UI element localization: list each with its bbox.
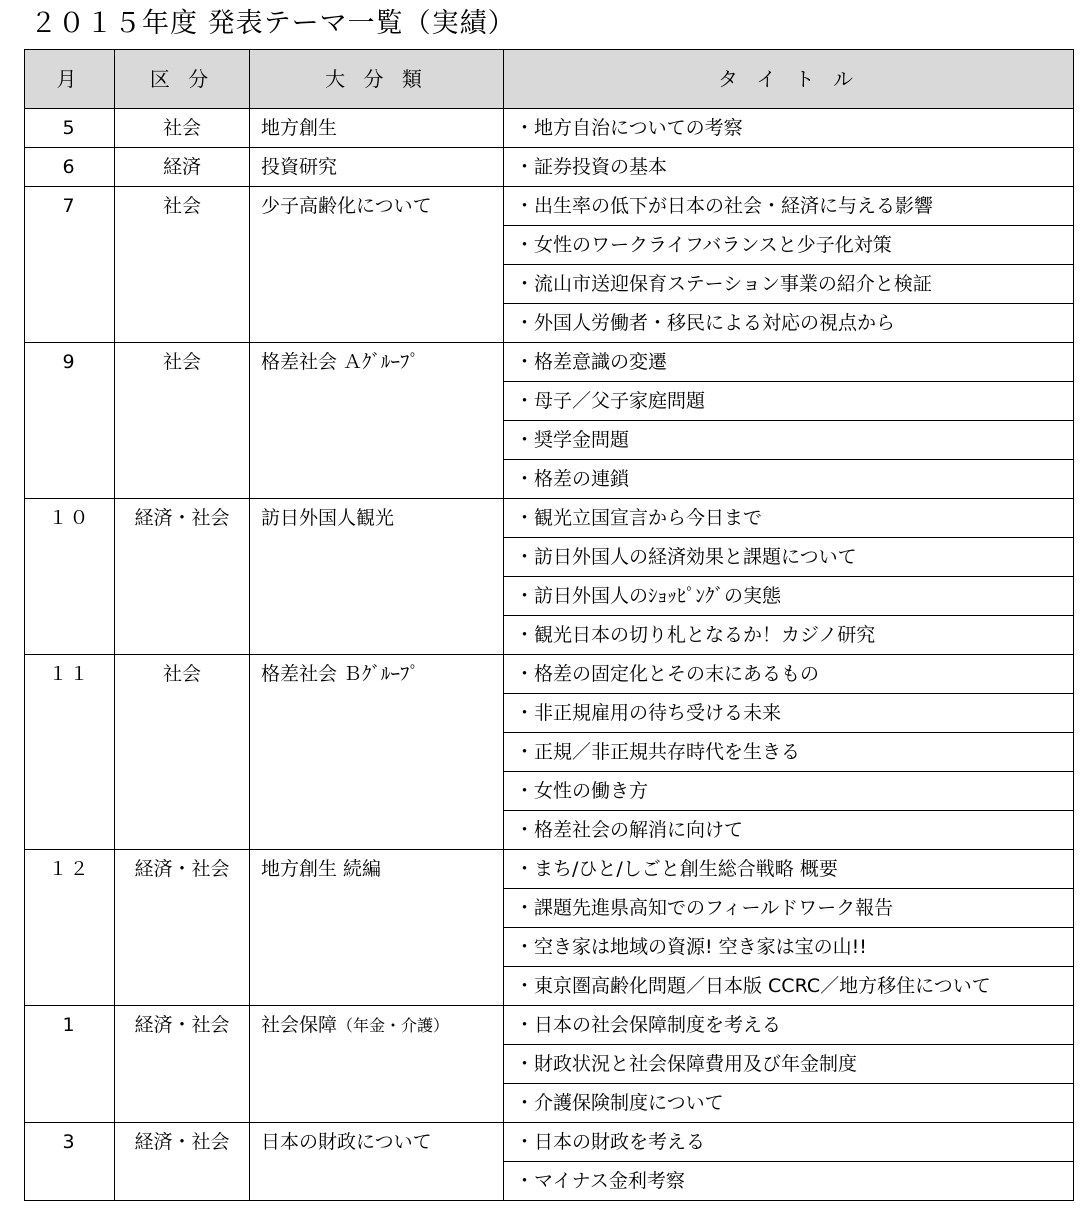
major-category-label: 投資研究: [261, 156, 338, 178]
category-cell: 社会: [115, 343, 250, 499]
title-cell: ・格差の連鎖: [504, 460, 1074, 499]
table-row: [25, 499, 1074, 538]
major-category-label: 訪日外国人観光: [261, 507, 395, 529]
category-cell: 社会: [115, 187, 250, 343]
month-cell: 6: [25, 148, 115, 187]
title-cell: ・マイナス金利考察: [504, 1162, 1074, 1201]
table-row: [25, 1123, 1074, 1162]
major-category-cell: [250, 1006, 504, 1123]
category-cell: 経済・社会: [115, 1123, 250, 1201]
category-cell: 社会: [115, 109, 250, 148]
table-body: [25, 109, 1074, 1201]
title-cell: ・介護保険制度について: [504, 1084, 1074, 1123]
major-category-label: 少子高齢化について: [261, 195, 432, 217]
major-category-label: 地方創生: [261, 117, 338, 139]
title-cell: ・訪日外国人のｼｮｯﾋﾟﾝｸﾞの実態: [504, 577, 1074, 616]
header-major-category: 大 分 類: [250, 50, 504, 109]
title-cell: ・非正規雇用の待ち受ける未来: [504, 694, 1074, 733]
major-category-cell: [250, 109, 504, 148]
title-cell: ・まち/ひと/しごと創生総合戦略 概要: [504, 850, 1074, 889]
category-cell: 経済: [115, 148, 250, 187]
title-cell: ・空き家は地域の資源! 空き家は宝の山!!: [504, 928, 1074, 967]
category-cell: 経済・社会: [115, 850, 250, 1006]
month-cell: 7: [25, 187, 115, 343]
major-category-label: 格差社会 Ｂｸﾞﾙｰﾌﾟ: [261, 663, 420, 685]
header-month: 月: [25, 50, 115, 109]
title-cell: ・格差の固定化とその末にあるもの: [504, 655, 1074, 694]
title-cell: ・女性のワークライフバランスと少子化対策: [504, 226, 1074, 265]
table-header-row: [25, 50, 1074, 109]
title-cell: ・財政状況と社会保障費用及び年金制度: [504, 1045, 1074, 1084]
major-category-cell: [250, 187, 504, 343]
major-category-cell: [250, 499, 504, 655]
title-cell: ・東京圏高齢化問題／日本版 CCRC／地方移住について: [504, 967, 1074, 1006]
title-cell: ・格差社会の解消に向けて: [504, 811, 1074, 850]
title-cell: ・格差意識の変遷: [504, 343, 1074, 382]
major-category-cell: [250, 1123, 504, 1201]
header-title: タ イ ト ル: [504, 50, 1074, 109]
major-category-label: 日本の財政について: [261, 1131, 432, 1153]
major-category-label: 格差社会 Ａｸﾞﾙｰﾌﾟ: [261, 351, 420, 373]
title-cell: ・地方自治についての考察: [504, 109, 1074, 148]
title-cell: ・日本の社会保障制度を考える: [504, 1006, 1074, 1045]
category-cell: 社会: [115, 655, 250, 850]
title-cell: ・女性の働き方: [504, 772, 1074, 811]
theme-table: [24, 49, 1074, 1201]
month-cell: 3: [25, 1123, 115, 1201]
month-cell: １２: [25, 850, 115, 1006]
table-row: [25, 655, 1074, 694]
major-category-cell: [250, 655, 504, 850]
title-cell: ・外国人労働者・移民による対応の視点から: [504, 304, 1074, 343]
category-cell: 経済・社会: [115, 499, 250, 655]
major-category-cell: [250, 850, 504, 1006]
title-cell: ・課題先進県高知でのフィールドワーク報告: [504, 889, 1074, 928]
month-cell: 1: [25, 1006, 115, 1123]
title-cell: ・訪日外国人の経済効果と課題について: [504, 538, 1074, 577]
table-row: [25, 850, 1074, 889]
title-cell: ・流山市送迎保育ステーション事業の紹介と検証: [504, 265, 1074, 304]
major-category-label: 社会保障: [261, 1014, 338, 1036]
page-title: ２０１５年度 発表テーマ一覧（実績）: [30, 8, 516, 39]
table-row: [25, 1006, 1074, 1045]
title-cell: ・出生率の低下が日本の社会・経済に与える影響: [504, 187, 1074, 226]
title-cell: ・観光立国宣言から今日まで: [504, 499, 1074, 538]
header-category: 区 分: [115, 50, 250, 109]
title-cell: ・正規／非正規共存時代を生きる: [504, 733, 1074, 772]
title-cell: ・日本の財政を考える: [504, 1123, 1074, 1162]
major-category-cell: [250, 343, 504, 499]
category-cell: 経済・社会: [115, 1006, 250, 1123]
major-category-cell: [250, 148, 504, 187]
table-row: [25, 148, 1074, 187]
title-cell: ・観光日本の切り札となるか！カジノ研究: [504, 616, 1074, 655]
month-cell: 9: [25, 343, 115, 499]
month-cell: １１: [25, 655, 115, 850]
major-category-label: 地方創生 続編: [261, 858, 382, 880]
month-cell: １０: [25, 499, 115, 655]
title-cell: ・証券投資の基本: [504, 148, 1074, 187]
title-cell: ・奨学金問題: [504, 421, 1074, 460]
table-row: [25, 343, 1074, 382]
month-cell: 5: [25, 109, 115, 148]
major-category-note: （年金・介護）: [337, 1016, 450, 1035]
table-row: [25, 109, 1074, 148]
title-cell: ・母子／父子家庭問題: [504, 382, 1074, 421]
table-row: [25, 187, 1074, 226]
